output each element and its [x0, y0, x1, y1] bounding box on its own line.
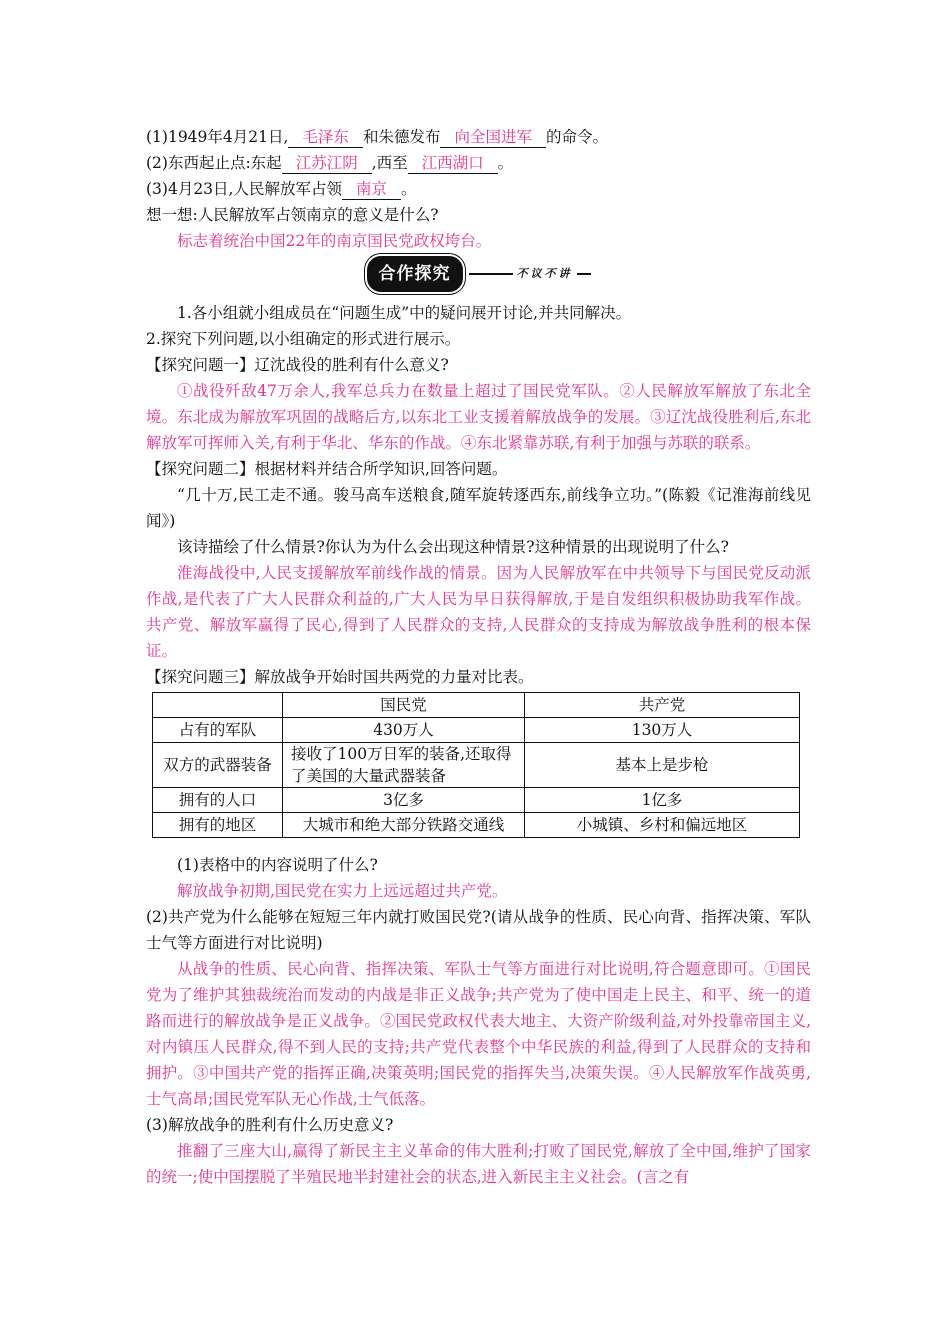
- table-row: [153, 813, 800, 838]
- table-cell: 小城镇、乡村和偏远地区: [525, 813, 800, 838]
- fill-question-2: (2)东西起止点:东起 江苏江阴 ,西至 江西湖口 。: [146, 154, 514, 172]
- worksheet-page: [146, 124, 811, 1190]
- question-2-title: 【探究问题二】根据材料并结合所学知识,回答问题。: [146, 460, 508, 478]
- banner-dash: [469, 273, 513, 275]
- spacer: [146, 838, 811, 852]
- table-cell: 双方的武器装备: [153, 743, 283, 788]
- table-row: [153, 718, 800, 743]
- table-cell: 大城市和绝大部分铁路交通线: [283, 813, 525, 838]
- question-2-answer: 淮海战役中,人民支援解放军前线作战的情景。因为人民解放军在中共领导下与国民党反动派作战,是代表了广大人民群众利益的,广大人民为早日获得解放,于是自发组织积极协助我军作战。共产党、解放军赢得了民心,得到了人民群众的支持,人民群众的支持成为解放战争胜利的根本保证。: [146, 564, 811, 660]
- table-header-row: [153, 693, 800, 718]
- sub-question-2-answer: 从战争的性质、民心向背、指挥决策、军队士气等方面进行对比说明,符合题意即可。①国民党为了维护其独裁统治而发动的内战是非正义战争;共产党为了使中国走上民主、和平、统一的道路而进行的解放战争是正义战争。②国民党政权代表大地主、大资产阶级利益,对外投靠帝国主义,对内镇压人民群众,得不到人民的支持;共产党代表整个中华民族的利益,得到了人民群众的支持和拥护。③中国共产党的指挥正确,决策英明;国民党的指挥失当,决策失误。④人民解放军作战英勇,士气高昂;国民党军队无心作战,士气低落。: [146, 960, 811, 1108]
- comparison-table: [152, 692, 800, 838]
- banner-title: 合作探究: [367, 256, 463, 292]
- banner-subtitle: 不议不讲: [516, 267, 573, 280]
- table-cell: 拥有的人口: [153, 788, 283, 813]
- table-cell: 1亿多: [525, 788, 800, 813]
- sub-question-3: (3)解放战争的胜利有什么历史意义?: [146, 1116, 394, 1134]
- answer-blank: 江苏江阴: [282, 153, 372, 174]
- table-header-cell: [153, 693, 283, 718]
- intro-item-2: 2.探究下列问题,以小组确定的形式进行展示。: [146, 330, 461, 348]
- table-cell: 拥有的地区: [153, 813, 283, 838]
- think-question: 想一想:人民解放军占领南京的意义是什么?: [146, 206, 439, 224]
- table-cell: 基本上是步枪: [525, 743, 800, 788]
- table-row: [153, 743, 800, 788]
- think-answer: 标志着统治中国22年的南京国民党政权垮台。: [177, 232, 492, 250]
- intro-item-1: 1.各小组就小组成员在“问题生成”中的疑问展开讨论,并共同解决。: [177, 304, 632, 322]
- table-cell: 占有的军队: [153, 718, 283, 743]
- question-2-prompt: 该诗描绘了什么情景?你认为为什么会出现这种情景?这种情景的出现说明了什么?: [177, 538, 729, 556]
- answer-blank: 江西湖口: [408, 153, 498, 174]
- section-banner: [146, 256, 811, 292]
- sub-question-2: (2)共产党为什么能够在短短三年内就打败国民党?(请从战争的性质、民心向背、指挥决策、军队士气等方面进行对比说明): [146, 908, 811, 952]
- question-3-title: 【探究问题三】解放战争开始时国共两党的力量对比表。: [146, 668, 534, 686]
- table-cell: 130万人: [525, 718, 800, 743]
- sub-question-1-answer: 解放战争初期,国民党在实力上远远超过共产党。: [177, 882, 508, 900]
- question-2-quote: “几十万,民工走不通。骏马高车送粮食,随军旋转逐西东,前线争立功。”(陈毅《记淮海前线见闻》): [146, 486, 811, 530]
- table-row: [153, 788, 800, 813]
- banner-tail-line: [577, 273, 591, 275]
- fill-question-3: (3)4月23日,人民解放军占领 南京 。: [146, 180, 417, 198]
- question-1-answer: ①战役歼敌47万余人,我军总兵力在数量上超过了国民党军队。②人民解放军解放了东北全境。东北成为解放军巩固的战略后方,以东北工业支援着解放战争的发展。③辽沈战役胜利后,东北解放军可挥师入关,有利于华北、华东的作战。④东北紧靠苏联,有利于加强与苏联的联系。: [146, 382, 811, 452]
- table-header-cell: 国民党: [283, 693, 525, 718]
- answer-blank: 向全国进军: [440, 127, 546, 148]
- sub-question-3-answer: 推翻了三座大山,赢得了新民主主义革命的伟大胜利;打败了国民党,解放了全中国,维护了国家的统一;使中国摆脱了半殖民地半封建社会的状态,进入新民主主义社会。(言之有: [146, 1142, 811, 1186]
- fill-question-1: (1)1949年4月21日, 毛泽东 和朱德发布 向全国进军 的命令。: [146, 128, 608, 146]
- table-cell: 3亿多: [283, 788, 525, 813]
- sub-question-1: (1)表格中的内容说明了什么?: [177, 856, 378, 874]
- table-header-cell: 共产党: [525, 693, 800, 718]
- question-1-title: 【探究问题一】辽沈战役的胜利有什么意义?: [146, 356, 449, 374]
- table-cell: 接收了100万日军的装备,还取得了美国的大量武器装备: [283, 743, 525, 788]
- answer-blank: 毛泽东: [288, 127, 363, 148]
- answer-blank: 南京: [342, 179, 401, 200]
- table-cell: 430万人: [283, 718, 525, 743]
